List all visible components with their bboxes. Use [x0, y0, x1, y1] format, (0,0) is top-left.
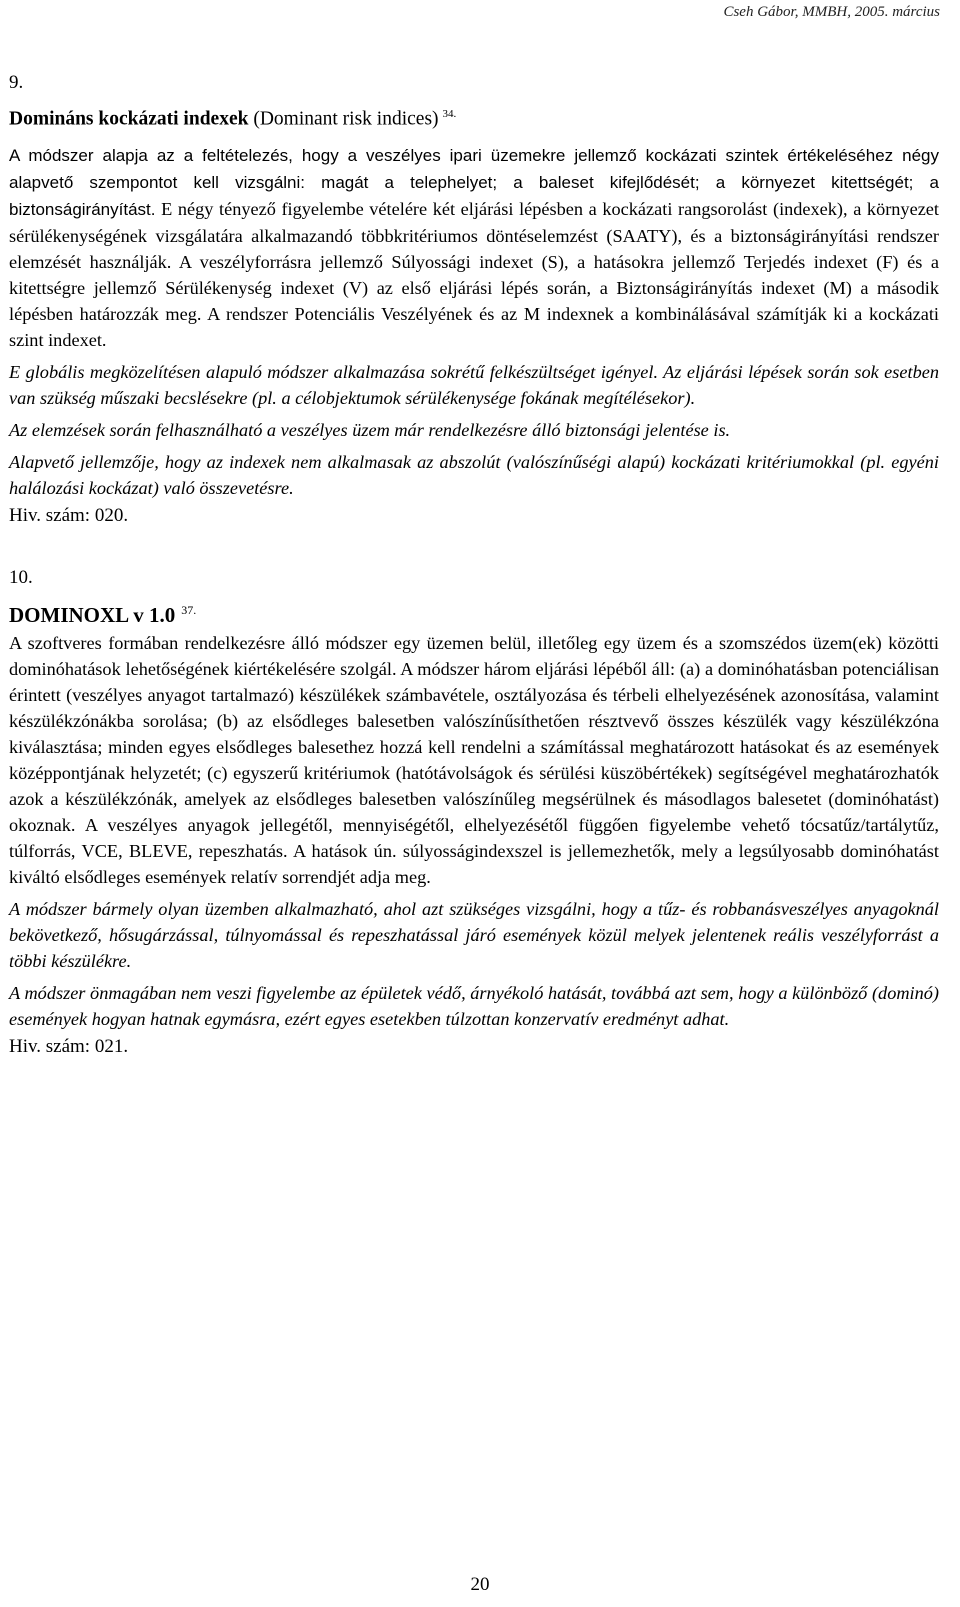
- section-9-paragraph-4: Alapvető jellemzője, hogy az indexek nem alkalmasak az abszolút (valószínűségi alapú) kockázati kritériumokkal (pl. egyéni halálozási kockázat) való összevetésre.: [9, 451, 939, 498]
- page-number: 20: [470, 1574, 490, 1595]
- section-9-title-bold: Domináns kockázati indexek: [9, 108, 249, 130]
- section-10-paragraph-2: A módszer bármely olyan üzemben alkalmazható, ahol azt szükséges vizsgálni, hogy a tűz- és robbanásveszélyes anyagoknál bekövetkező, hősugárzással, túlnyomással és repeszhatással járó események közül melyek jelentenek reális veszélyforrást a többi készülékre.: [9, 898, 939, 971]
- section-9-paragraph-1-part-a: A módszer alapja az a feltételezés, hogy a veszélyes ipari üzemekre jellemző kockázati szintek értékeléséhez négy alapvető szempontot kell vizsgálni: magát a telephelyet; a baleset kifejlődését; a környezet kitettségét; a biztonságirányítást.: [9, 145, 939, 219]
- section-10-paragraph-3: A módszer önmagában nem veszi figyelembe az épületek védő, árnyékoló hatását, továbbá azt sem, hogy a különböző (dominó) események hogyan hatnak egymásra, ezért egyes esetekben túlzottan konzervatív eredményt adhat.: [9, 982, 939, 1029]
- section-9-title-rest: (Dominant risk indices): [248, 108, 439, 130]
- section-10-title-text: DOMINOXL v 1.0: [9, 602, 176, 627]
- section-9-footnote-ref: 34.: [442, 108, 457, 120]
- section-10-paragraph-1: A szoftveres formában rendelkezésre álló módszer egy üzemen belül, illetőleg egy üzem és a szomszédos üzem(ek) közötti dominóhatások lehetőségének kiértékelésére szolgál. A módszer három eljárási lépéből áll: (a) a dominóhatásban potenciálisan érintett (veszélyes anyagot tartalmazó) készülékek számbavétele, osztályozása és térbeli elhelyezésének azonosítása, valamint készülékzónákba sorolása; (b) az elsődleges balesetben valószínűsíthetően résztvevő összes készülék vagy készülékzóna kiválasztása; minden egyes elsődleges balesethez hozzá kell rendelni a számítással meghatározott hatásokat és az események középpontjának helyzetét; (c) egyszerű kritériumok (hatótávolságok és sérülési küszöbértékek) segítségével meghatározhatók azok a készülékzónák, amelyek az elsődleges balesetben valószínűleg megsérülnek és másodlagos balesetet (dominóhatást) okoznak. A veszélyes anyagok jellegétől, mennyiségétől, elhelyezésétől függően figyelembe vehető tócsatűz/tartálytűz, túlforrás, VCE, BLEVE, repeszhatás. A hatások ún. súlyosságindexszel is jellemezhetők, mely a legsúlyosabb dominóhatást kiváltó elsődleges események relatív sorrendjét adja meg.: [9, 632, 939, 887]
- section-9-number: 9.: [9, 72, 24, 93]
- section-10-reference: Hiv. szám: 021.: [9, 1035, 129, 1057]
- page-content: [9, 70, 939, 1060]
- section-10-footnote-ref: 37.: [181, 602, 197, 617]
- section-9-paragraph-2: E globális megközelítésen alapuló módszer alkalmazása sokrétű felkészültséget igényel. Az eljárási lépések során sok esetben van szükség műszaki becslésekre (pl. a célobjektumok sérülékenysége fokának megítélésekor).: [9, 361, 939, 408]
- section-9-title: [9, 102, 939, 132]
- section-9-reference: Hiv. szám: 020.: [9, 504, 129, 526]
- section-10-number: 10.: [9, 566, 33, 588]
- section-10-title: [9, 597, 939, 628]
- page-header: Cseh Gábor, MMBH, 2005. március: [723, 4, 940, 20]
- section-9-paragraph-1: [9, 142, 939, 353]
- section-9-paragraph-3: Az elemzések során felhasználható a veszélyes üzem már rendelkezésre álló biztonsági jelentése is.: [9, 419, 731, 440]
- section-9-paragraph-1-part-b: E négy tényező figyelembe vételére két eljárási lépésben a kockázati rangsorolást (indexek), a környezet sérülékenységének vizsgálatára alkalmazandó többkritériumos döntéselemzést (SAATY), és a biztonságirányítási rendszer elemzését használják. A veszélyforrásra jellemző Súlyossági indexet (S), a hatásokra jellemző Terjedés indexet (F) és a kitettségre jellemző Sérülékenység indexet (V) az első eljárási lépés során, a Biztonságirányítás indexet (M) a második lépésben határozzák meg. A rendszer Potenciális Veszélyének és az M indexnek a kombinálásával számítják ki a kockázati szint indexet.: [9, 198, 939, 350]
